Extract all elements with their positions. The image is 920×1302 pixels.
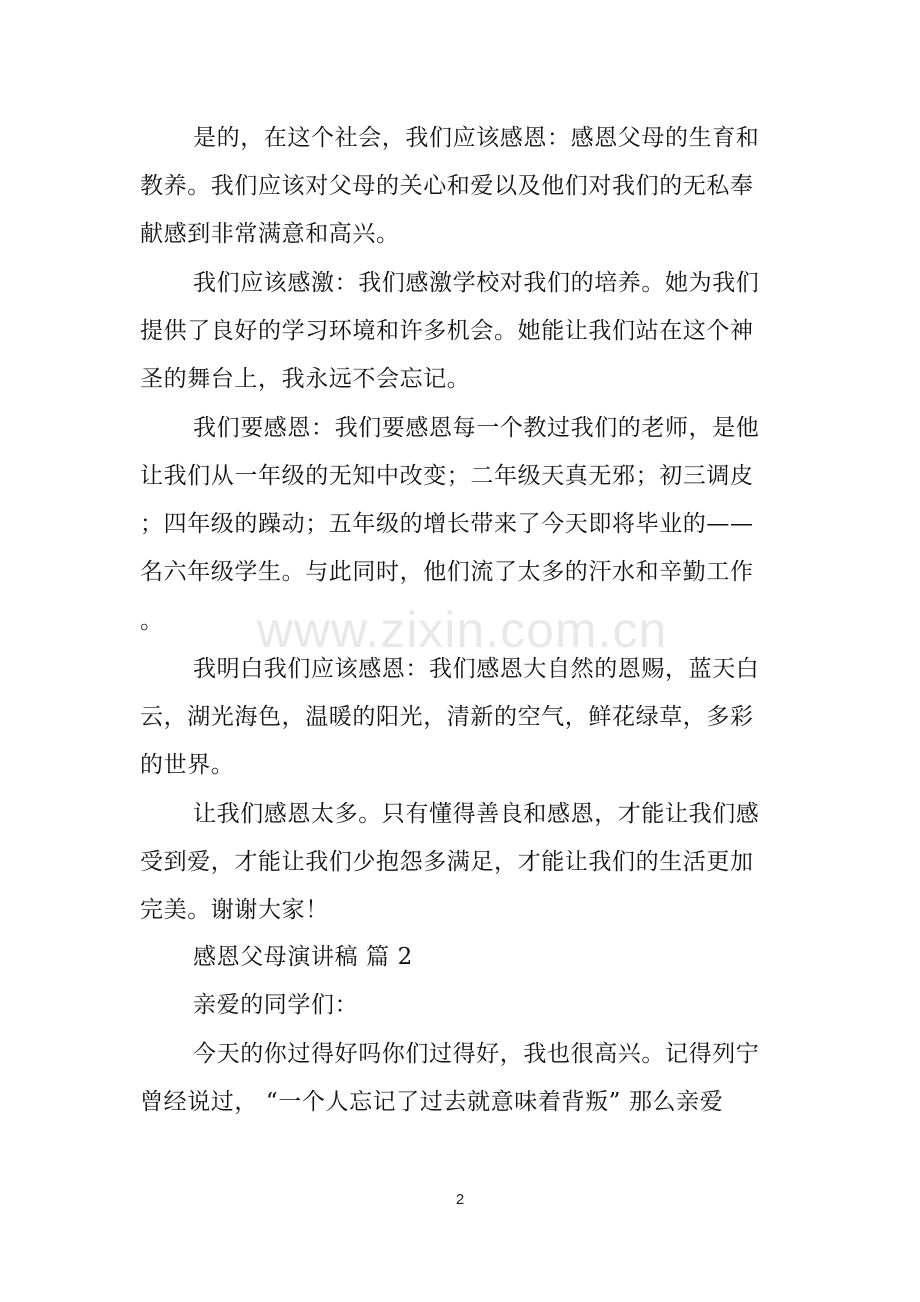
text-line: 。: [140, 608, 164, 634]
text-line: 教养。我们应该对父母的关心和爱以及他们对我们的无私奉: [140, 173, 754, 199]
text-line: 受到爱，才能让我们少抱怨多满足，才能让我们的生活更加: [140, 849, 754, 875]
salutation: 亲爱的同学们：: [193, 992, 359, 1018]
text-line: 是的，在这个社会，我们应该感恩：感恩父母的生育和: [193, 125, 760, 151]
text-line: 我明白我们应该感恩：我们感恩大自然的恩赐，蓝天白: [193, 656, 760, 682]
text-line: 我们应该感激：我们感激学校对我们的培养。她为我们: [193, 270, 760, 296]
text-line: 圣的舞台上，我永远不会忘记。: [140, 366, 471, 392]
text-line: ；四年级的躁动；五年级的增长带来了今天即将毕业的——: [140, 511, 754, 537]
text-line: 完美。谢谢大家！: [140, 897, 329, 923]
page-number: 2: [455, 1191, 465, 1208]
text-line: 献感到非常满意和高兴。: [140, 221, 400, 247]
section-heading: 感恩父母演讲稿 篇 2: [193, 944, 413, 970]
text-line: 的世界。: [140, 752, 235, 778]
text-line: 曾经说过， “一个人忘记了过去就意味着背叛” 那么亲爱: [140, 1089, 724, 1115]
text-line: 提供了良好的学习环境和许多机会。她能让我们站在这个神: [140, 318, 754, 344]
text-line: 我们要感恩：我们要感恩每一个教过我们的老师，是他: [193, 415, 760, 441]
text-line: 云，湖光海色，温暖的阳光，清新的空气，鲜花绿草，多彩: [140, 704, 754, 730]
text-line: 今天的你过得好吗你们过得好，我也很高兴。记得列宁: [193, 1041, 760, 1067]
text-line: 名六年级学生。与此同时，他们流了太多的汗水和辛勤工作: [140, 559, 754, 585]
text-line: 让我们感恩太多。只有懂得善良和感恩，才能让我们感: [193, 801, 760, 827]
text-line: 让我们从一年级的无知中改变；二年级天真无邪；初三调皮: [140, 463, 754, 489]
watermark: www.zixin.com.cn: [256, 602, 668, 658]
